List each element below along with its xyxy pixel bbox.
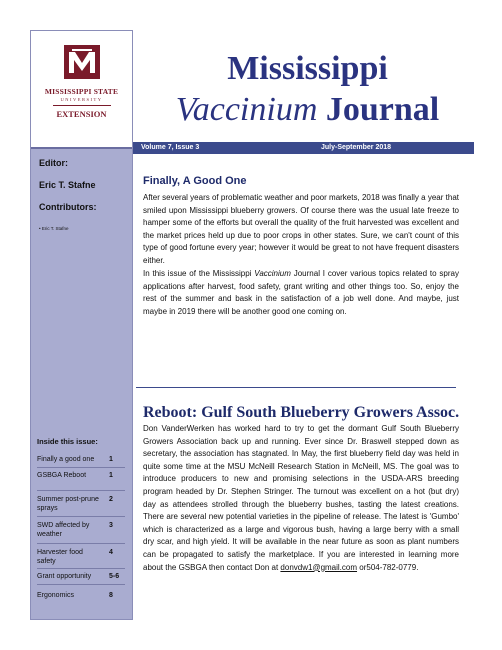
toc-item-name: Summer post-prune sprays <box>37 496 99 512</box>
toc-divider <box>37 467 125 468</box>
article-2-paragraph-1 <box>143 423 459 574</box>
logo-line-1: MISSISSIPPI STATE <box>44 87 119 96</box>
logo-line-2: UNIVERSITY <box>60 97 103 102</box>
university-logo <box>31 31 132 149</box>
issue-bar <box>133 142 474 154</box>
toc-item-name: Harvester food safety <box>37 549 83 565</box>
toc-item-name: GSBGA Reboot <box>37 472 87 479</box>
toc-item-name: SWD affected by weather <box>37 522 90 538</box>
toc-item-page: 5-6 <box>109 573 120 580</box>
article-2-p1-text: Don VanderWerken has worked hard to try to get the dormant Gulf South Blueberry Growers Association back up and running. Ever since Dr. Braswell stepped down as secretary, the association has stagnated. In May, the first blueberry field day was held in quite some time at the MSU McNeill Research Station in McNeill, MS. The goal was to introduce producers to new and promising selections in the USDA-ARS breeding program headed by Dr. Stephen Stringer. The turnout was excellent on a hot (but dry) day as attendees strolled through the blueberry bushes, tasting the latest creations. There are several new potential varieties in the pipeline of release. The latest is 'Gumbo' which is characterized as a large and vigorous bush, having a large berry with a small dry scar, and high yield. It will be available in the near future as soon as plant numbers can be propagated to satisfy the marketplace. If you are interested in learning more about the GSBGA then contact Don at <box>143 424 459 572</box>
toc-item-name: Ergonomics <box>37 592 74 599</box>
contributors-label: Contributors: <box>39 202 97 212</box>
issue-date: July-September 2018 <box>321 144 392 151</box>
msu-m-logo-icon <box>64 45 100 79</box>
journal-title-line-2 <box>140 91 475 129</box>
contact-email-link[interactable]: donvdw1@gmail.com <box>280 562 358 572</box>
contributor-item: • Eric T. Stafne <box>39 226 69 231</box>
article-2-heading: Reboot: Gulf South Blueberry Growers Assoc. <box>143 404 460 421</box>
toc-item-page: 4 <box>109 549 113 556</box>
article-1-heading: Finally, A Good One <box>143 175 247 187</box>
article-1-p2-text-b: Journal I cover various topics related to spray applications after harvest, food safety, grant writing and other things too. So, enjoy the rest of the summer and bask in the satisfaction of a job well done. And maybe, just maybe in 2019 there will be another good one coming on. <box>143 269 459 316</box>
issue-volume: Volume 7, Issue 3 <box>141 144 200 151</box>
toc-divider <box>37 584 125 585</box>
journal-title-line-1: Mississippi <box>227 50 388 87</box>
article-1-paragraph-1: After several years of problematic weather and poor markets, 2018 was finally a year that smiled upon Mississippi blueberry growers. Of course there was the usual late freeze to hamper some of the efforts but overall the quality of the fruit harvested was excellent and the market prices held up due to poor crops in other states. Sure, we can't count of this type of good fortune every year; however it would be great to not have frequent disasters either. <box>143 193 459 265</box>
toc-item-page: 2 <box>109 496 113 503</box>
toc-title: Inside this issue: <box>37 437 98 446</box>
editor-name: Eric T. Stafne <box>39 180 96 190</box>
article-2-p1-end: or504-782-0779. <box>357 562 419 572</box>
toc-item-name: Grant opportunity <box>37 573 92 580</box>
editor-label: Editor: <box>39 158 68 168</box>
sidebar <box>30 30 133 620</box>
contributor-name: Eric T. Stafne <box>41 226 69 231</box>
section-divider <box>136 387 456 388</box>
toc-divider <box>37 568 125 569</box>
toc-item-page: 8 <box>109 592 113 599</box>
toc-item-name: Finally a good one <box>37 456 95 463</box>
toc-item-page: 1 <box>109 472 113 479</box>
toc-item-page: 3 <box>109 522 113 529</box>
article-1-p2-text-a: In this issue of the Mississippi <box>143 269 255 278</box>
logo-line-3: EXTENSION <box>56 109 107 119</box>
toc-divider <box>37 490 125 491</box>
article-1-paragraph-2 <box>143 268 459 318</box>
toc-item-page: 1 <box>109 456 113 463</box>
journal-title-italic: Vaccinium <box>175 91 318 128</box>
toc-divider <box>37 516 125 517</box>
logo-rule <box>53 105 111 106</box>
journal-title-rest: Journal <box>317 91 440 128</box>
toc-divider <box>37 543 125 544</box>
article-1-p2-italic: Vaccinium <box>254 269 291 278</box>
